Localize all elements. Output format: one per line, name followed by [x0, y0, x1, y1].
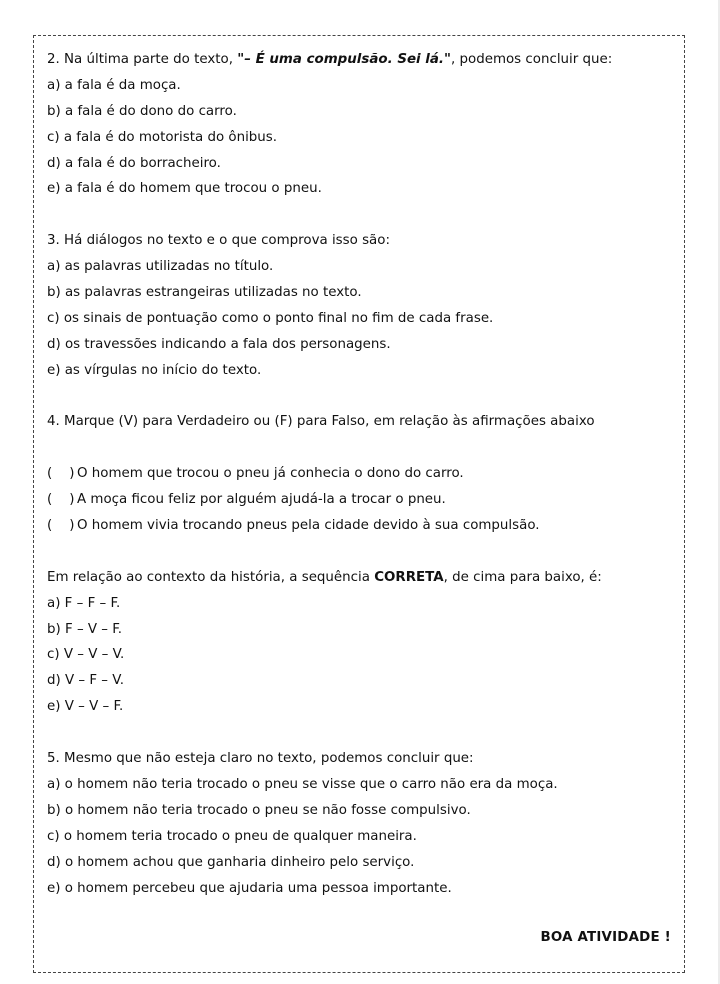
question-4-option-d: d) V – F – V.: [47, 673, 124, 689]
question-4-statement-1: [47, 461, 677, 487]
sequence-suffix: , de cima para baixo, é:: [443, 569, 602, 585]
answer-blank[interactable]: ( ): [47, 466, 75, 482]
question-5-option-d: d) o homem achou que ganharia dinheiro pelo serviço.: [47, 854, 415, 870]
question-3-option-d: d) os travessões indicando a fala dos personagens.: [47, 336, 391, 352]
question-3-option-b: b) as palavras estrangeiras utilizadas no texto.: [47, 285, 362, 301]
question-2-stem: [47, 47, 677, 73]
question-2-option-e: e) a fala é do homem que trocou o pneu.: [47, 181, 322, 197]
sequence-bold: CORRETA: [374, 569, 444, 585]
question-4-sequence-prompt: [47, 565, 677, 591]
question-4-option-c: c) V – V – V.: [47, 647, 125, 663]
question-4-option-a: a) F – F – F.: [47, 595, 121, 611]
question-3-option-a: a) as palavras utilizadas no título.: [47, 259, 274, 275]
spacer: [47, 202, 677, 228]
spacer: [47, 539, 677, 565]
spacer: [47, 435, 677, 461]
questions-content: [47, 47, 677, 901]
question-3-option-e: e) as vírgulas no início do texto.: [47, 362, 262, 378]
question-2-option-c: c) a fala é do motorista do ônibus.: [47, 129, 278, 145]
spacer: [47, 720, 677, 746]
question-3-stem: 3. Há diálogos no texto e o que comprova isso são:: [47, 233, 390, 249]
question-2-prefix: 2. Na última parte do texto,: [47, 52, 238, 67]
question-4-statement-2: [47, 487, 677, 513]
sequence-prefix: Em relação ao contexto da história, a sequência: [47, 569, 375, 585]
question-2-option-d: d) a fala é do borracheiro.: [47, 155, 221, 171]
question-2-suffix: , podemos concluir que:: [451, 52, 613, 67]
question-5-option-b: b) o homem não teria trocado o pneu se não fosse compulsivo.: [47, 802, 471, 818]
spacer: [47, 384, 677, 410]
question-4-option-b: b) F – V – F.: [47, 621, 123, 637]
question-2-quote: "– É uma compulsão. Sei lá.": [237, 52, 451, 67]
question-5-option-c: c) o homem teria trocado o pneu de qualquer maneira.: [47, 828, 417, 844]
question-4-statement-3: [47, 513, 677, 539]
statement-text: A moça ficou feliz por alguém ajudá-la a trocar o pneu.: [77, 492, 446, 508]
answer-blank[interactable]: ( ): [47, 492, 75, 508]
statement-text: O homem que trocou o pneu já conhecia o dono do carro.: [77, 466, 464, 482]
question-4-option-e: e) V – V – F.: [47, 699, 124, 715]
question-5-stem: 5. Mesmo que não esteja claro no texto, podemos concluir que:: [47, 751, 474, 767]
question-4-stem: 4. Marque (V) para Verdadeiro ou (F) para Falso, em relação às afirmações abaixo: [47, 414, 595, 430]
question-5-option-e: e) o homem percebeu que ajudaria uma pessoa importante.: [47, 880, 452, 896]
question-3-option-c: c) os sinais de pontuação como o ponto final no fim de cada frase.: [47, 310, 494, 326]
question-5-option-a: a) o homem não teria trocado o pneu se visse que o carro não era da moça.: [47, 776, 558, 792]
question-2-option-b: b) a fala é do dono do carro.: [47, 103, 237, 119]
closing-message: BOA ATIVIDADE !: [540, 930, 671, 945]
statement-text: O homem vivia trocando pneus pela cidade devido à sua compulsão.: [77, 518, 540, 534]
answer-blank[interactable]: ( ): [47, 518, 75, 534]
question-2-option-a: a) a fala é da moça.: [47, 77, 181, 93]
